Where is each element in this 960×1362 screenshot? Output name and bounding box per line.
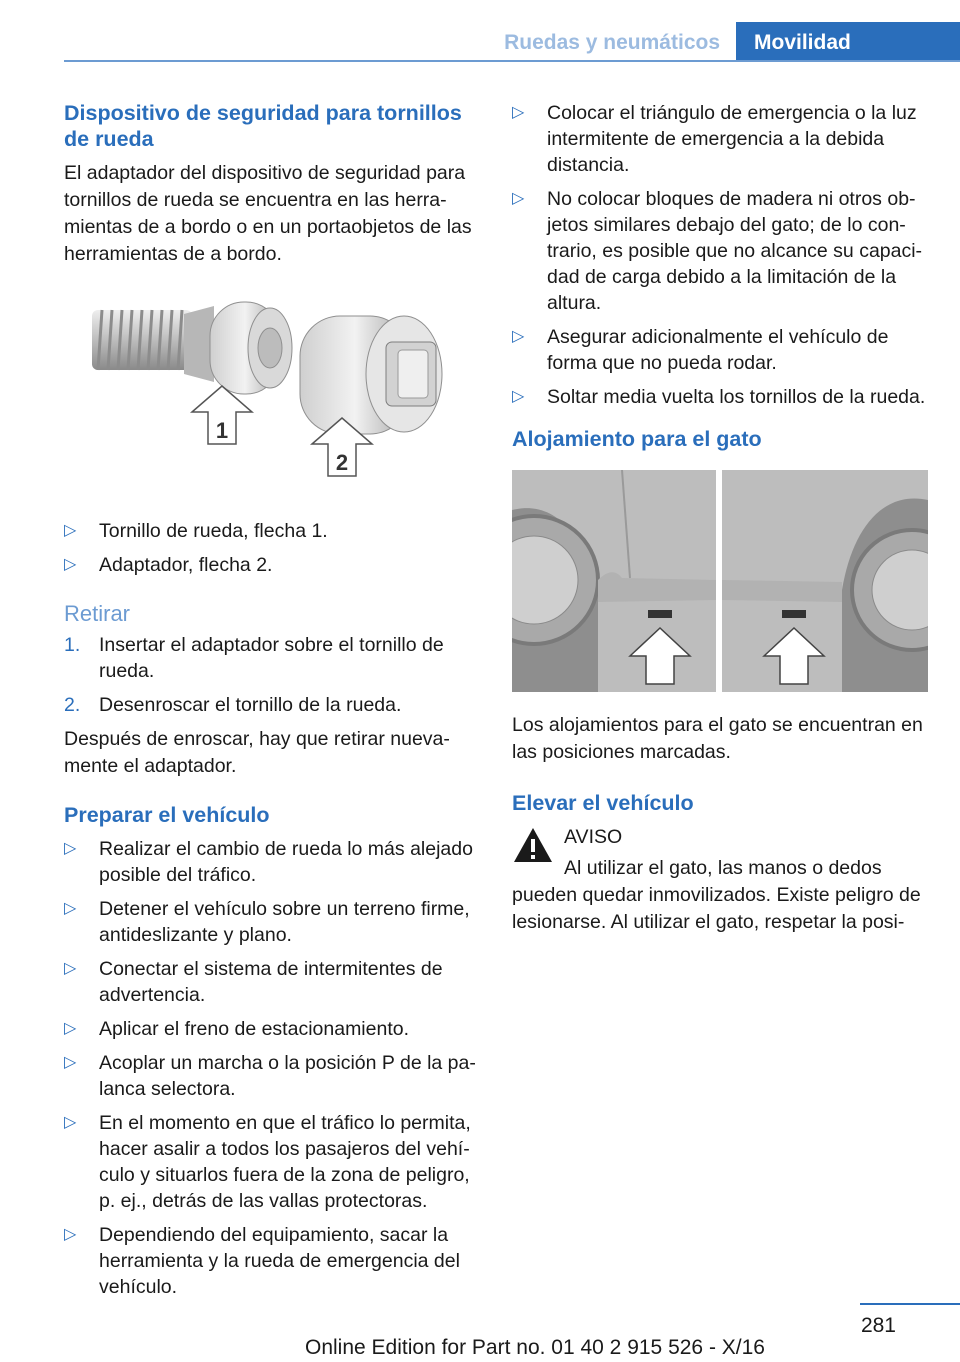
list-item: ▷ No colocar bloques de madera ni otros ob- jetos similares debajo del gato; de lo con- trario, es posible que no alcance su capaci- dad de carga debido a la limitación de la altura.	[512, 188, 923, 314]
list-item: ▷ Colocar el triángulo de emergencia o la luz intermitente de emergencia a la debida distancia.	[512, 102, 917, 176]
right-column	[512, 100, 932, 936]
header-section-title: Ruedas y neumáticos	[504, 31, 720, 54]
intro-paragraph: El adaptador del dispositivo de seguridad para tornillos de rueda se encuentra en las herra- mientas de a bordo o en un portaobjetos de las herramientas de a bordo.	[64, 162, 472, 265]
retirar-steps	[64, 632, 480, 718]
triangle-right-icon: ▷	[512, 190, 525, 207]
elevar-heading: Elevar el vehículo	[512, 791, 694, 815]
list-item: 1. Insertar el adaptador sobre el tornillo de rueda.	[64, 634, 444, 682]
triangle-right-icon: ▷	[512, 328, 525, 345]
warning-title: AVISO	[564, 826, 623, 848]
list-item: ▷ Conectar el sistema de intermitentes de advertencia.	[64, 958, 443, 1006]
footer-edition: Online Edition for Part no. 01 40 2 915 526 - X/16	[305, 1336, 765, 1359]
alojamiento-heading: Alojamiento para el gato	[512, 427, 762, 451]
list-item: ▷ En el momento en que el tráfico lo permita, hacer asalir a todos los pasajeros del vehí- culo y situarlos fuera de la zona de peligro, p. ej., detrás de las vallas protectoras.	[64, 1112, 471, 1212]
figure-arrow-label-2: 2	[335, 450, 349, 475]
figure-legend-list	[64, 518, 480, 578]
triangle-right-icon: ▷	[512, 104, 525, 121]
list-item: 2. Desenroscar el tornillo de la rueda.	[64, 694, 402, 716]
warning-text: Al utilizar el gato, las manos o dedos pueden quedar inmovilizados. Existe peligro de lesionarse. Al utilizar el gato, respetar la posi-	[512, 857, 921, 933]
list-item: ▷ Realizar el cambio de rueda lo más alejado posible del tráfico.	[64, 838, 473, 886]
triangle-right-icon: ▷	[64, 1054, 77, 1071]
triangle-right-icon: ▷	[512, 388, 525, 405]
retirar-heading: Retirar	[64, 601, 131, 626]
header-chapter-tab: Movilidad	[736, 22, 960, 62]
list-item: ▷ Tornillo de rueda, flecha 1.	[64, 520, 328, 542]
left-column	[64, 100, 480, 1308]
triangle-right-icon: ▷	[64, 1226, 77, 1243]
triangle-right-icon: ▷	[64, 900, 77, 917]
alojamiento-text: Los alojamientos para el gato se encuentran en las posiciones marcadas.	[512, 714, 923, 763]
list-item: ▷ Acoplar un marcha o la posición P de la pa- lanca selectora.	[64, 1052, 476, 1100]
footer-rule	[860, 1303, 960, 1305]
triangle-right-icon: ▷	[64, 1114, 77, 1131]
preparar-list-continued	[512, 100, 932, 410]
section-heading-wheel-lock: Dispositivo de seguridad para tornillos de rueda	[64, 101, 462, 151]
list-item: ▷ Aplicar el freno de estacionamiento.	[64, 1018, 410, 1040]
triangle-right-icon: ▷	[64, 840, 77, 857]
list-item: ▷ Dependiendo del equipamiento, sacar la herramienta y la rueda de emergencia del vehículo.	[64, 1224, 460, 1298]
triangle-right-icon: ▷	[64, 556, 77, 573]
warning-box	[512, 824, 932, 851]
page-number: 281	[860, 1314, 896, 1337]
list-item: ▷ Asegurar adicionalmente el vehículo de forma que no pueda rodar.	[512, 326, 889, 374]
jack-points-figure	[512, 470, 928, 692]
triangle-right-icon: ▷	[64, 960, 77, 977]
triangle-right-icon: ▷	[64, 1020, 77, 1037]
triangle-right-icon: ▷	[64, 522, 77, 539]
list-item: ▷ Soltar media vuelta los tornillos de la rueda.	[512, 386, 926, 408]
retirar-note: Después de enroscar, hay que retirar nueva- mente el adaptador.	[64, 728, 450, 777]
warning-triangle-icon	[512, 826, 554, 864]
figure-arrow-label-1: 1	[215, 418, 229, 443]
header-rule	[64, 60, 960, 62]
list-item: ▷ Adaptador, flecha 2.	[64, 554, 273, 576]
wheel-lock-figure	[64, 294, 480, 532]
list-item: ▷ Detener el vehículo sobre un terreno firme, antideslizante y plano.	[64, 898, 470, 946]
preparar-heading: Preparar el vehículo	[64, 803, 270, 827]
preparar-list	[64, 836, 480, 1300]
